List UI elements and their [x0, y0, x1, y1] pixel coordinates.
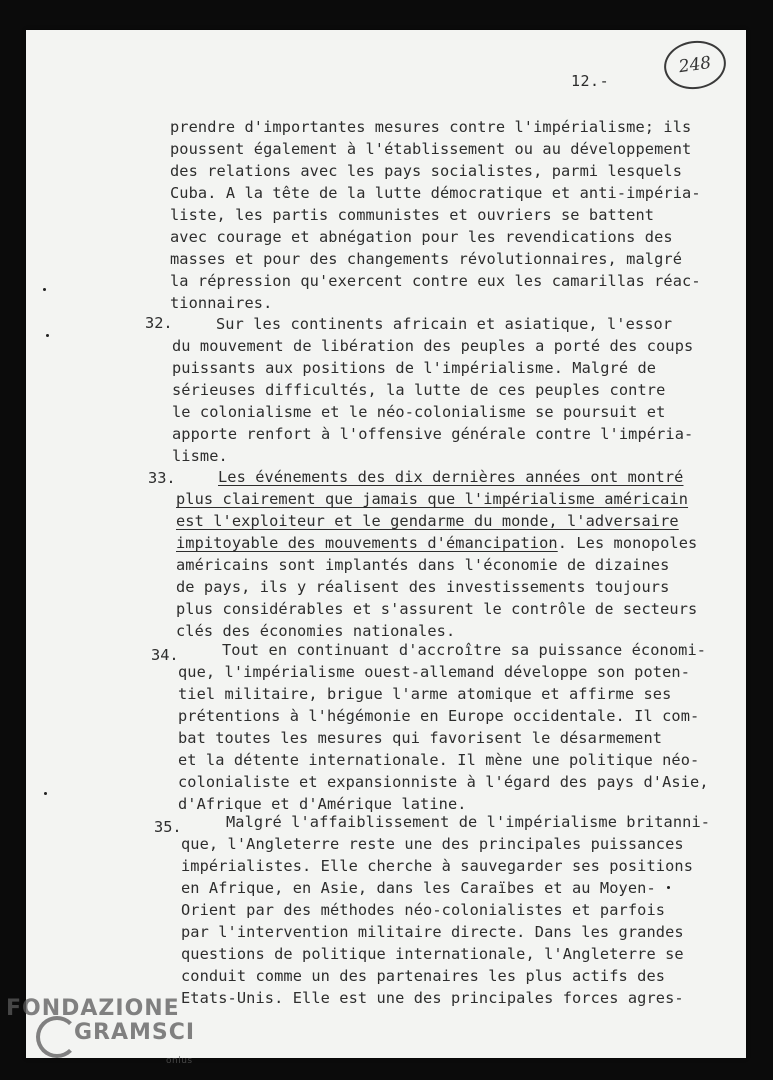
text-line: [176, 533, 697, 553]
text-line: des relations avec les pays socialistes, parmi lesquels: [170, 162, 683, 180]
text-line: colonialiste et expansionniste à l'égard des pays d'Asie,: [178, 773, 709, 791]
text-line: masses et pour des changements révolutionnaires, malgré: [170, 250, 683, 268]
watermark-line1: FONDAZIONE: [6, 996, 180, 1021]
text-line: Malgré l'affaiblissement de l'impérialisme britanni-: [226, 813, 711, 831]
underlined-line: Les événements des dix dernières années ont montré: [218, 468, 684, 486]
margin-mark: [667, 886, 670, 889]
margin-mark: [46, 334, 49, 337]
text-line: prétentions à l'hégémonie en Europe occidentale. Il com-: [178, 707, 700, 725]
g-logo-icon: [36, 1016, 78, 1058]
paragraph-number-35: 35.: [154, 818, 182, 836]
text-line: questions de politique internationale, l'Angleterre se: [181, 945, 684, 963]
text-line: liste, les partis communistes et ouvriers se battent: [170, 206, 655, 224]
text-line: que, l'Angleterre reste une des principales puissances: [181, 835, 684, 853]
text-line: de pays, ils y réalisent des investissements toujours: [176, 578, 670, 596]
fondazione-gramsci-watermark: [6, 996, 196, 1066]
text-line: conduit comme un des partenaires les plus actifs des: [181, 967, 666, 985]
paragraph-number-32: 32.: [145, 314, 173, 332]
text-line: clés des économies nationales.: [176, 622, 456, 640]
margin-mark: [44, 792, 47, 795]
watermark-sub: onlus: [166, 1056, 193, 1066]
text-line: Orient par des méthodes néo-colonialistes et parfois: [181, 901, 666, 919]
text-tail: . Les monopoles: [557, 534, 698, 552]
text-line: américains sont implantés dans l'économie de dizaines: [176, 556, 670, 574]
text-line: lisme.: [172, 447, 228, 465]
underlined-line: plus clairement que jamais que l'impérialisme américain: [176, 490, 689, 508]
text-line: impérialistes. Elle cherche à sauvegarder ses positions: [181, 857, 694, 875]
archive-stamp: 248: [661, 37, 729, 93]
watermark-line2: GRAMSCI: [74, 1020, 196, 1045]
margin-mark: [43, 288, 46, 291]
text-line: le colonialisme et le néo-colonialisme se poursuit et: [172, 403, 666, 421]
text-line: d'Afrique et d'Amérique latine.: [178, 795, 467, 813]
text-line: tionnaires.: [170, 294, 273, 312]
text-line: bat toutes les mesures qui favorisent le désarmement: [178, 729, 663, 747]
paragraph-number-34: 34.: [151, 646, 179, 664]
text-line: puissants aux positions de l'impérialisme. Malgré de: [172, 359, 657, 377]
text-line: Sur les continents africain et asiatique, l'essor: [216, 315, 673, 333]
text-line: la répression qu'exercent contre eux les camarillas réac-: [170, 272, 701, 290]
text-line: tiel militaire, brigue l'arme atomique et affirme ses: [178, 685, 672, 703]
text-line: Etats-Unis. Elle est une des principales forces agres-: [181, 989, 684, 1007]
text-line: que, l'impérialisme ouest-allemand développe son poten-: [178, 663, 691, 681]
text-line: Cuba. A la tête de la lutte démocratique et anti-impéria-: [170, 184, 701, 202]
text-line: par l'intervention militaire directe. Dans les grandes: [181, 923, 684, 941]
text-line: et la détente internationale. Il mène une politique néo-: [178, 751, 700, 769]
text-line: sérieuses difficultés, la lutte de ces peuples contre: [172, 381, 666, 399]
text-line: plus considérables et s'assurent le contrôle de secteurs: [176, 600, 698, 618]
paragraph-number-33: 33.: [148, 469, 176, 487]
text-line: en Afrique, en Asie, dans les Caraïbes et au Moyen-: [181, 879, 656, 897]
text-line: avec courage et abnégation pour les revendications des: [170, 228, 673, 246]
page-number: 12.-: [571, 72, 610, 90]
text-line: prendre d'importantes mesures contre l'impérialisme; ils: [170, 118, 692, 136]
underlined-phrase: impitoyable des mouvements d'émancipation: [176, 534, 558, 552]
text-line: poussent également à l'établissement ou au développement: [170, 140, 692, 158]
text-line: apporte renfort à l'offensive générale contre l'impéria-: [172, 425, 694, 443]
text-line: du mouvement de libération des peuples a porté des coups: [172, 337, 694, 355]
underlined-line: est l'exploiteur et le gendarme du monde, l'adversaire: [176, 512, 679, 530]
text-line: Tout en continuant d'accroître sa puissance économi-: [222, 641, 707, 659]
